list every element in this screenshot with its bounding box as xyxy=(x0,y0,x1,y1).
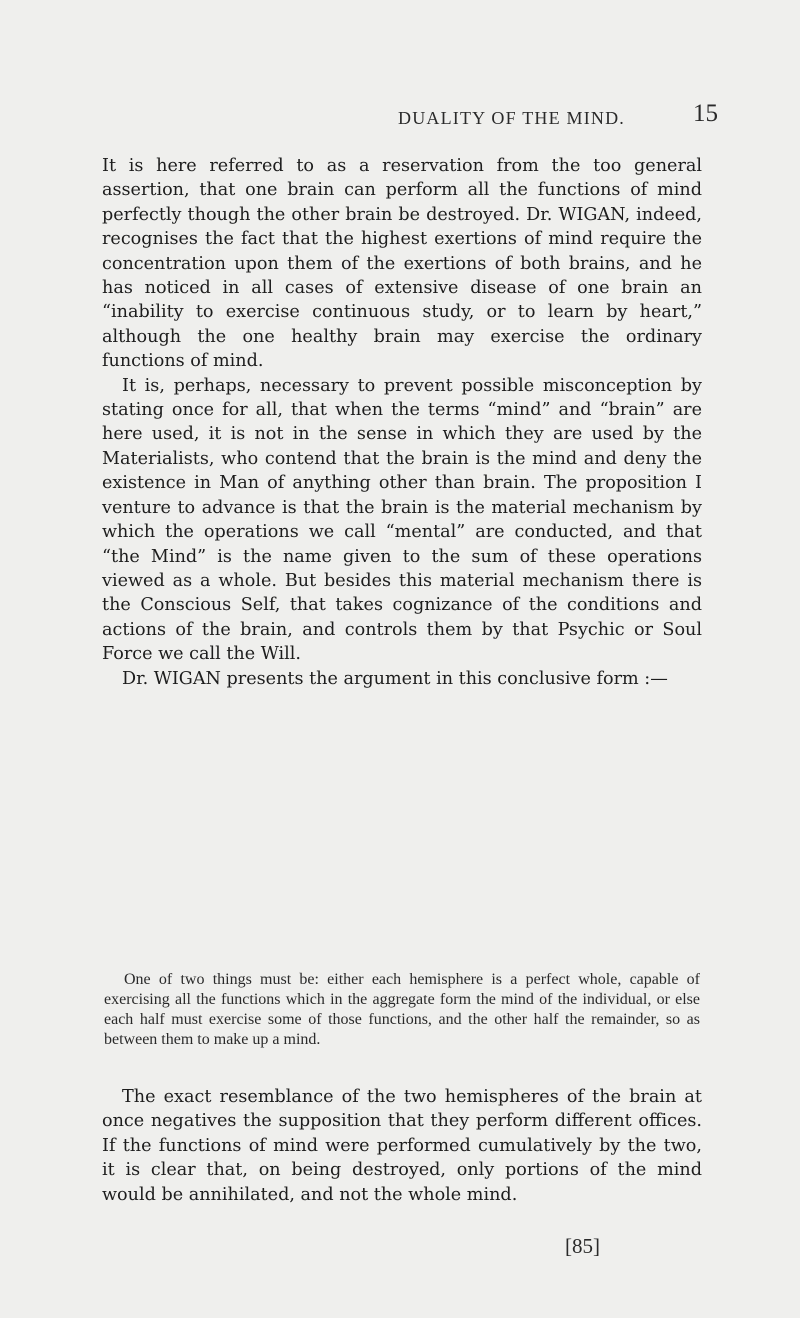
running-head xyxy=(0,100,800,138)
quote-paragraph: One of two things must be: either each hemisphere is a perfect whole, capable of exercising all the functions which in the aggregate form the mind of the individual, or else each half must exercise some of those functions, and the other half the remainder, so as between them to make up a mind. xyxy=(104,971,700,1048)
closing-paragraph: The exact resemblance of the two hemispheres of the brain at once negatives the supposition that they perform different offices. If the functions of mind were performed cumulatively by the two, it is clear that, on being destroyed, only portions of the mind would be annihilated, and not the whole mind. xyxy=(102,1087,702,1205)
paragraph-1: It is here referred to as a reservation from the too general assertion, that one brain can perform all the functions of mind perfectly though the other brain be destroyed. Dr. WIGAN, indeed, recognises the fact that the highest exertions of mind require the concentration upon them of the exertions of both brains, and he has noticed in all cases of extensive disease of one brain an “inability to exercise continuous study, or to learn by heart,” although the one healthy brain may exercise the ordinary functions of mind. xyxy=(102,156,702,372)
paragraph-2: It is, perhaps, necessary to prevent possible misconception by stating once for all, that when the terms “mind” and “brain” are here used, it is not in the sense in which they are used by the Materialists, who contend that the brain is the mind and deny the existence in Man of anything other than brain. The proposition I venture to advance is that the brain is the material mechanism by which the operations we call “mental” are conducted, and that “the Mind” is the name given to the sum of these operations viewed as a whole. But besides this material mechanism there is the Conscious Self, that takes cognizance of the conditions and actions of the brain, and controls them by that Psychic or Soul Force we call the Will. xyxy=(102,375,702,665)
footer-signature-mark: [85] xyxy=(565,1234,600,1258)
main-text xyxy=(102,154,702,691)
paragraph-3: Dr. WIGAN presents the argument in this conclusive form :— xyxy=(122,668,668,689)
block-quote xyxy=(104,970,700,1050)
running-title: DUALITY OF THE MIND. xyxy=(398,108,625,128)
page-number: 15 xyxy=(693,100,718,127)
closing-text xyxy=(102,1085,702,1207)
